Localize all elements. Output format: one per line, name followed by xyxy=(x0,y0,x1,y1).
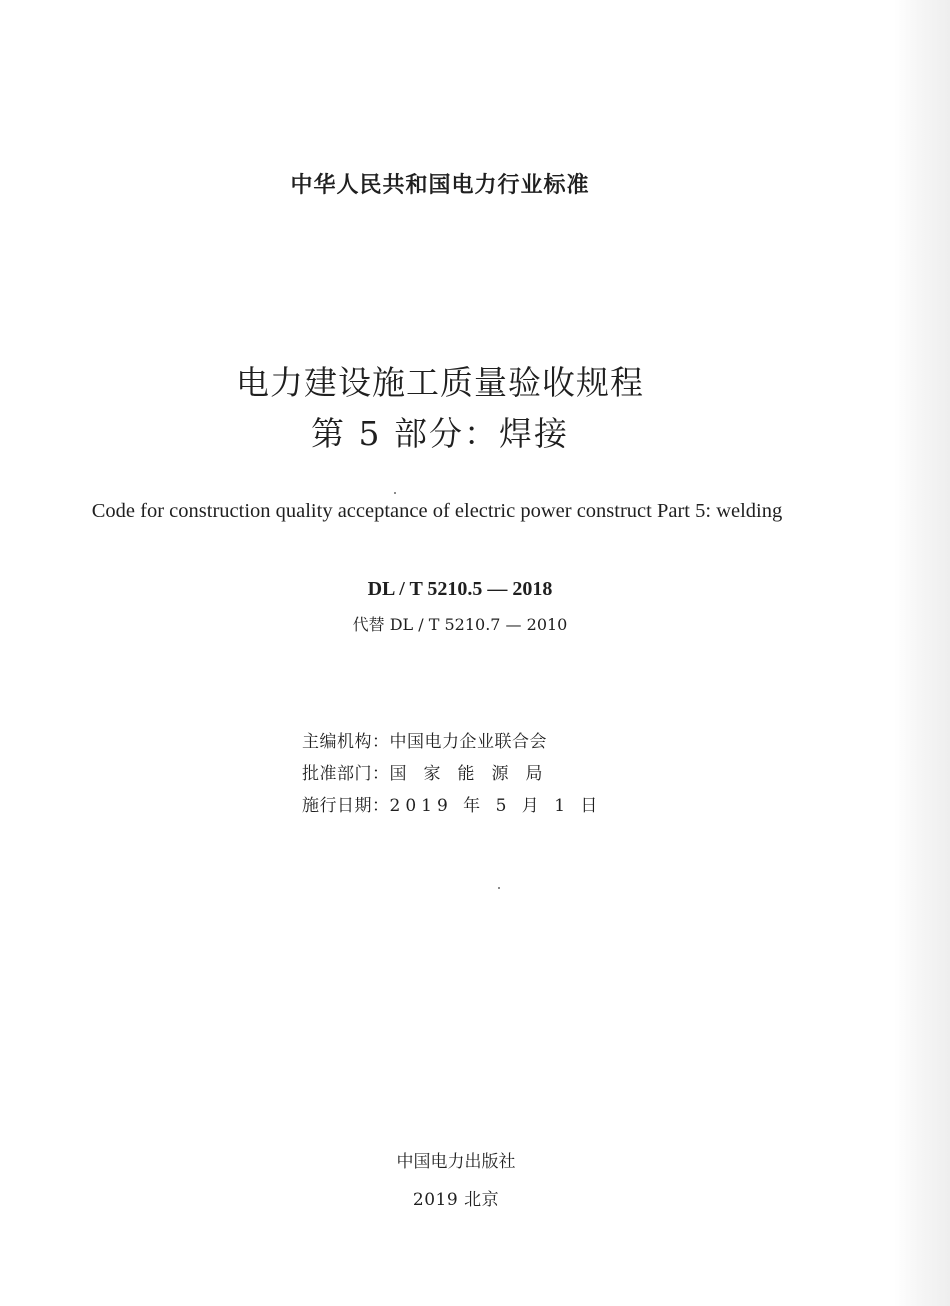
approver-row xyxy=(302,759,560,784)
editor-label: 主编机构： xyxy=(302,732,390,752)
document-title: 电力建设施工质量验收规程 xyxy=(236,363,644,402)
effective-date-label: 施行日期： xyxy=(302,796,390,816)
replaced-standard: 代替 DL / T 5210.7 — 2010 xyxy=(352,615,568,634)
effective-date-value: 2019 年 5 月 1 日 xyxy=(389,796,603,816)
scan-speck xyxy=(394,492,396,494)
approver-label: 批准部门： xyxy=(302,764,390,784)
publisher-name: 中国电力出版社 xyxy=(396,1152,516,1172)
english-title: Code for construction quality acceptance of electric power construct Part 5: welding xyxy=(91,500,783,522)
page-edge-shadow xyxy=(894,0,950,1306)
publication-year-city: 2019 北京 xyxy=(412,1190,500,1210)
editor-row xyxy=(302,727,547,752)
effective-date-row xyxy=(302,791,602,816)
scan-speck xyxy=(498,887,500,889)
document-part-title: 第 5 部分：焊接 xyxy=(311,414,569,453)
standard-number: DL / T 5210.5 — 2018 xyxy=(367,578,553,600)
standard-category-heading: 中华人民共和国电力行业标准 xyxy=(290,173,590,198)
editor-value: 中国电力企业联合会 xyxy=(389,732,547,752)
approver-value: 国家能源局 xyxy=(389,764,560,784)
